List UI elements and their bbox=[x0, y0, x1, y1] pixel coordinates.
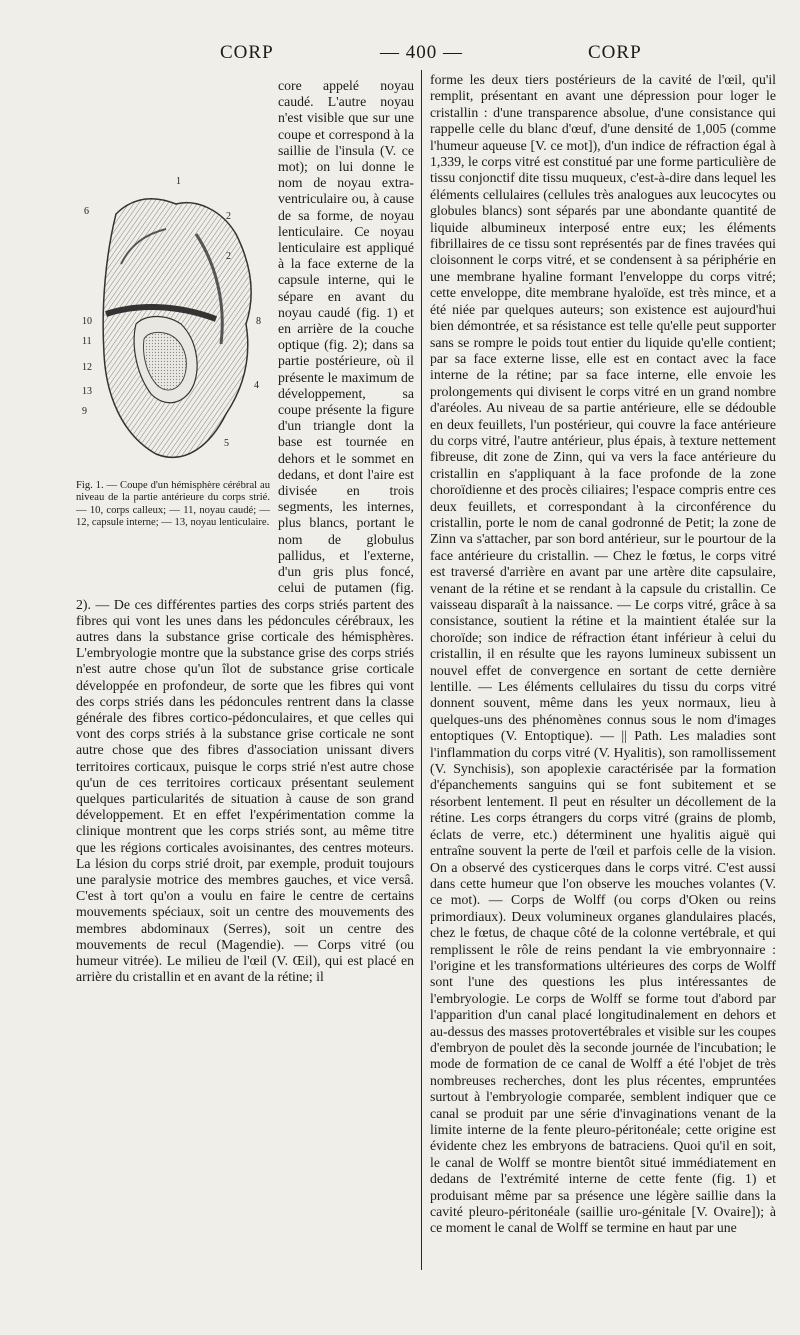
right-body bbox=[430, 72, 776, 1237]
figure-label: 4 bbox=[254, 380, 259, 391]
header-right: CORP bbox=[588, 42, 642, 63]
figure-1-caption: Fig. 1. — Coupe d'un hémisphère cérébral au niveau de la partie antérieure du corps strié. — 10, corps calleux; — 11, noyau caudé; — 12, capsule interne; — 13, noyau lenticulaire. bbox=[76, 480, 270, 529]
running-head bbox=[0, 42, 800, 66]
figure-label: 6 bbox=[84, 206, 89, 217]
figure-label: 2 bbox=[226, 211, 231, 222]
page-number: — 400 — bbox=[380, 42, 463, 63]
brain-section-illustration-1 bbox=[76, 174, 270, 474]
figure-label: 12 bbox=[82, 362, 92, 373]
figure-label: 10 bbox=[82, 316, 92, 327]
left-paragraph: core appelé noyau caudé. L'autre noyau n'est visible que sur une coupe et correspond à la saillie de l'insula (V. ce mot); on lui donne le nom de noyau extra-ventriculaire ou, à cause de sa forme, de noyau lenticulaire. Ce noyau lenticulaire est appliqué à la face externe de la capsule interne, qui le sépare en avant du noyau caudé (fig. 1) et en arrière de la couche optique (fig. 2); dans sa partie postérieure, où il présente le maximum de développement, sa coupe présente la figure d'un triangle dont la base est tournée en dehors et le sommet en dedans, et dont l'aire est divisée en trois segments, les internes, plus blancs, portant le nom de globulus pallidus, et l'externe, d'un gris plus foncé, celui de putamen (fig. 2). — De ces différentes parties des corps striés partent des fibres qui vont les unes dans les pédoncules cérébraux, les autres dans la substance grise corticale des hémisphères. L'embryologie montre que la substance grise des corps striés n'est autre chose qu'un îlot de substance grise corticale développée en profondeur, de sorte que les fibres qui vont des corps striés dans les pédoncules rentrent dans la classe générale des fibres cortico-pédonculaires, et que celles qui vont des corps striés à la substance grise corticale ne sont autre chose que des fibres d'association unissant divers territoires corticaux, puisque le corps strié n'est autre chose qu'un de ces territoires corticaux présentant seulement quelques particularités de situation à cause de son grand développement. Et en effet l'expérimentation comme la clinique montrent que les corps striés sont, au même titre que les régions corticales avoisinantes, des centres moteurs. La lésion du corps strié droit, par exemple, produit toujours une paralysie motrice des membres gauches, et vice versâ. C'est à tort qu'on a voulu en faire le centre de certains mouvements spéciaux, soit un centre des mouvements des membres abdominaux (Serres), soit un centre des mouvements de recul (Magendie). — Corps vitré (ou humeur vitrée). Le milieu de l'œil (V. Œil), qui est placé en arrière du cristallin et en avant de la rétine; il bbox=[76, 78, 414, 985]
figure-label: 2 bbox=[226, 251, 231, 262]
figure-label: 11 bbox=[82, 336, 92, 347]
figure-label: 8 bbox=[256, 316, 261, 327]
header-left: CORP bbox=[220, 42, 274, 63]
column-divider bbox=[421, 70, 422, 1270]
figure-label: 5 bbox=[224, 438, 229, 449]
figure-label: 9 bbox=[82, 406, 87, 417]
left-column bbox=[76, 78, 414, 985]
right-column bbox=[430, 72, 776, 1237]
figure-1 bbox=[76, 174, 270, 586]
right-paragraph: forme les deux tiers postérieurs de la cavité de l'œil, qu'il remplit, présentant en avant une dépression pour loger le cristallin : d'une transparence absolue, d'une consistance qui rappelle celle du blanc d'œuf, d'une densité de 1,005 (comme l'humeur aqueuse [V. ce mot]), d'un indice de réfraction égal à 1,339, le corps vitré est constitué par une forme particulière de tissu conjonctif dite tissu muqueux, c'est-à-dire dans lequel les éléments cellulaires (cellules très analogues aux leucocytes ou globules blancs) sont séparés par une abondante quantité de liquide albumineux interposé entre eux; les éléments fibrillaires de ce tissu sont représentés par de fines travées qui cloisonnent le corps vitré, et se condensent à sa périphérie en une membrane hyaline formant l'enveloppe du corps vitré; cette enveloppe, dite membrane hyaloïde, est très mince, et a été niée par quelques auteurs; son existence est aujourd'hui bien démontrée, et sa résistance est telle qu'elle peut supporter sans se rompre le poids tout entier du liquide qu'elle contient; par sa face externe lisse, elle est en contact avec la face interne de la rétine; par sa face interne, elle envoie les prolongements qui divisent le corps vitré en un grand nombre d'aréoles. Au niveau de sa partie antérieure, elle se dédouble en deux feuillets, l'un postérieur, qui couvre la face antérieure du corps vitré, l'autre antérieur, plus épais, à texture nettement fibreuse, dit zone de Zinn, qui va vers la face antérieure du cristallin en s'appliquant à la face profonde de la zone choroïdienne et des procès ciliaires; l'espace compris entre ces deux feuillets, et correspondant à la circonférence du cristallin, porte le nom de canal godronné de Petit; la zone de Zinn va s'attacher, par son bord antérieur, sur le pourtour de la face antérieure du cristallin. — Chez le fœtus, le corps vitré est traversé d'arrière en avant par une artère dite capsulaire, venant de la rétine et se rendant à la capsule du cristallin. Ce vaisseau disparaît à la naissance. — Le corps vitré, grâce à sa consistance, soutient la rétine et la maintient étalée sur la choroïde; son indice de réfraction étant inférieur à celui du cristallin, il en résulte que les rayons lumineux subissent un nouvel effet de convergence en sortant de cette dernière lentille. — Les éléments cellulaires du tissu du corps vitré donnent souvent, même dans les yeux normaux, lieu à quelques-uns des phénomènes connus sous le nom d'images entoptiques (V. Entoptique). — || Path. Les maladies sont l'inflammation du corps vitré (V. Hyalitis), son ramollissement (V. Synchisis), son apoplexie caractérisée par la formation d'épanchements sanguins qui se font subitement et se résorbent lentement. Il peut en résulter un décollement de la rétine. Les corps étrangers du corps vitré (grains de plomb, éclats de verre, etc.) déterminent une hyalitis aiguë qui entraîne souvent la perte de l'œil et parfois celle de la vision. On a observé des cysticerques dans le corps vitré. C'est aussi dans cette humeur que l'on observe les mouches volantes (V. ce mot). — Corps de Wolff (ou corps d'Oken ou reins primordiaux). Deux volumineux organes glandulaires placés, chez le fœtus, de chaque côté de la colonne vertébrale, et qui remplissent le rôle de reins pendant la vie embryonnaire : l'origine et les transformations ultérieures des corps de Wolff sont l'une des questions les plus intéressantes de l'embryologie. Le corps de Wolff se forme tout d'abord par l'apparition d'un canal placé longitudinalement en dehors et au-dessus des masses protovertébrales et visible sur les coupes d'embryon de poulet dès la seconde journée de l'incubation; le mode de formation de ce canal de Wolff a été l'objet de très nombreuses recherches, dont les plus récentes, empruntées surtout à l'embryologie comparée, semblent indiquer que ce canal se produit par une série d'invaginations venant de la limite interne de la fente pleuro-péritonéale; cette origine est évidente chez les embryons de batraciens. Quoi qu'il en soit, le canal de Wolff se montre bientôt situé immédiatement en dedans de l'extrémité interne de cette fente (fig. 1) et produisant même par sa présence une légère saillie dans la cavité pleuro-péritonéale (saillie uro-génitale [V. Ovaire]); à ce moment le canal de Wolff se termine en haut par une bbox=[430, 72, 776, 1236]
figure-label: 1 bbox=[176, 176, 181, 187]
figure-label: 13 bbox=[82, 386, 92, 397]
